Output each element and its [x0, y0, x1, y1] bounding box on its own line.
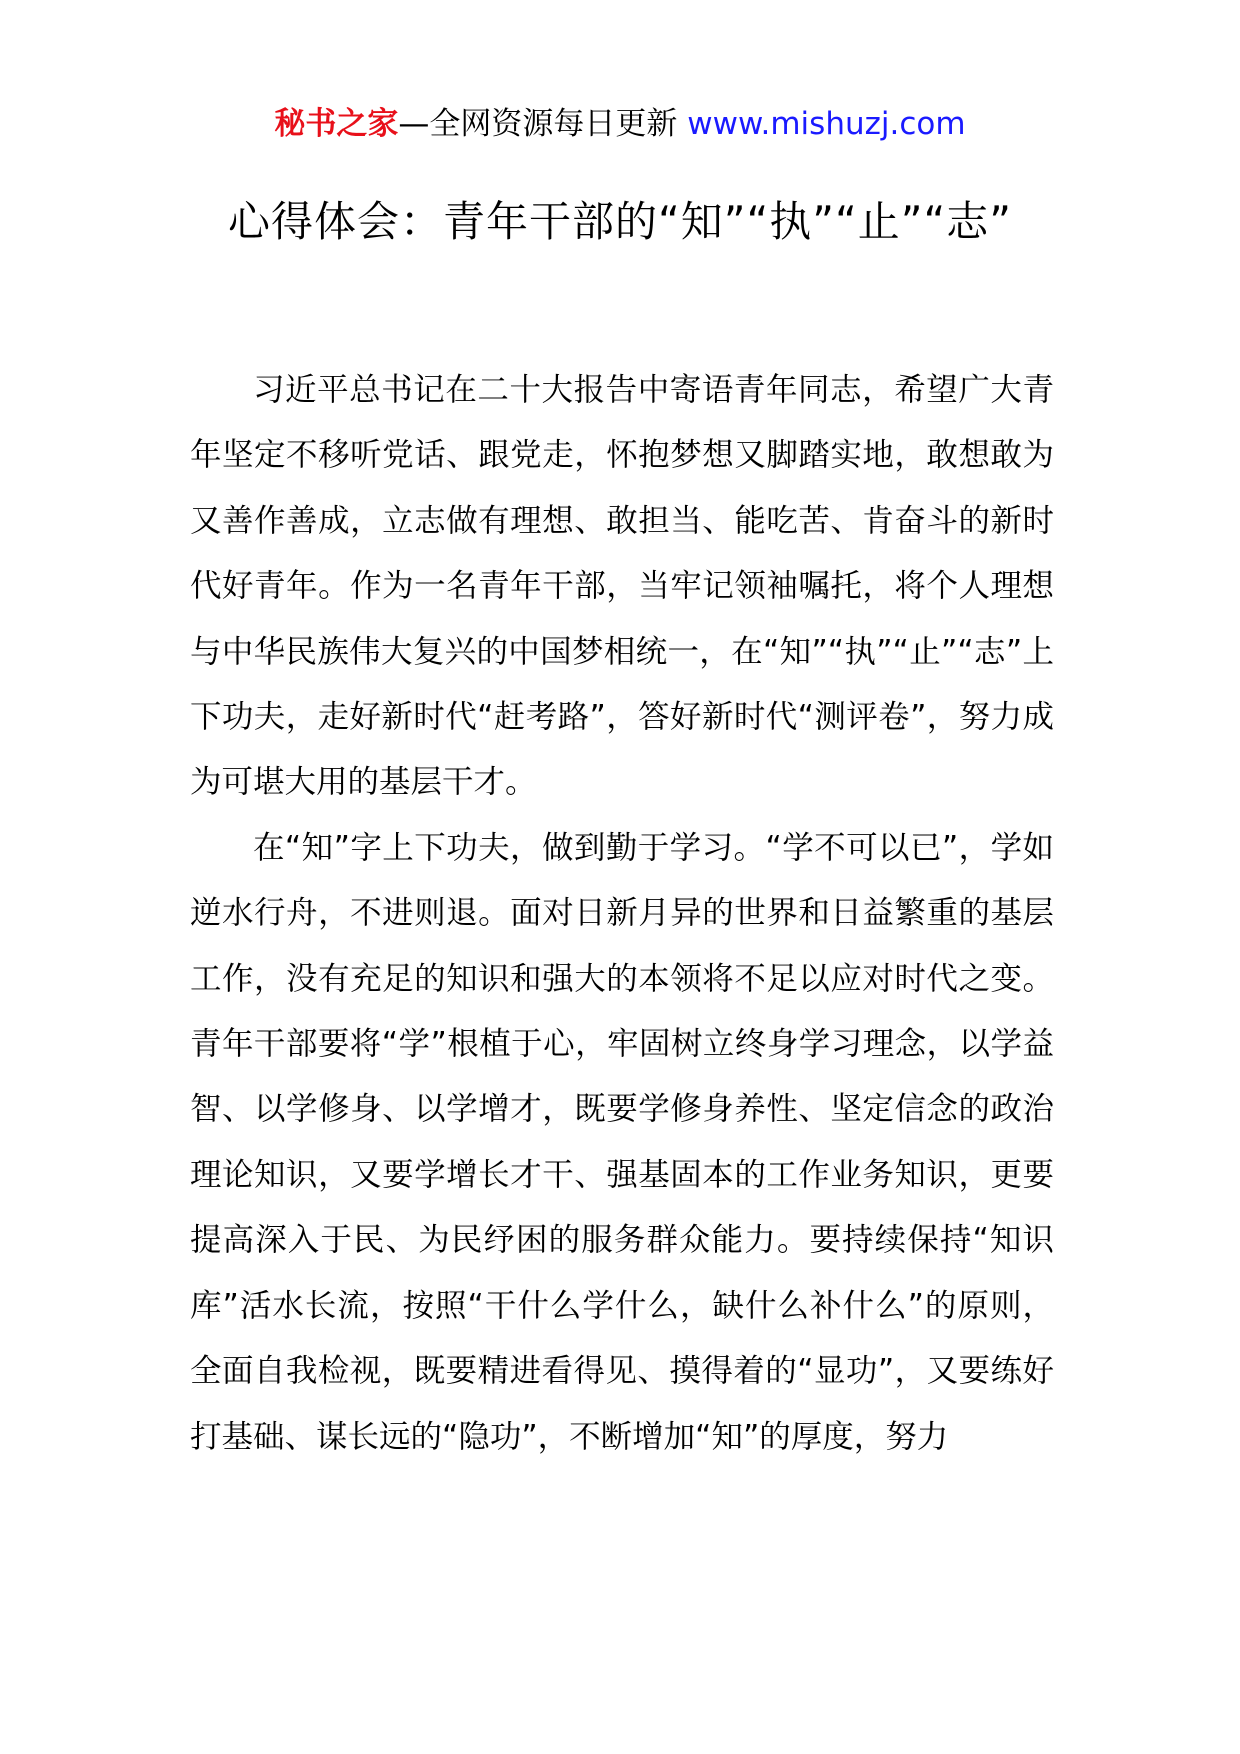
site-url[interactable]: www.mishuzj.com: [687, 106, 966, 142]
paragraph-2: 在“知”字上下功夫，做到勤于学习。“学不可以已”，学如逆水行舟，不进则退。面对日新月异的世界和日益繁重的基层工作，没有充足的知识和强大的本领将不足以应对时代之变。青年干部要将“学”根植于心，牢固树立终身学习理念，以学益智、以学修身、以学增才，既要学修身养性、坚定信念的政治理论知识，又要学增长才干、强基固本的工作业务知识，更要提高深入于民、为民纾困的服务群众能力。要持续保持“知识库”活水长流，按照“干什么学什么，缺什么补什么”的原则，全面自我检视，既要精进看得见、摸得着的“显功”，又要练好打基础、谋长远的“隐功”，不断增加“知”的厚度，努力: [190, 829, 1054, 1455]
brand-name: 秘书之家: [274, 106, 399, 142]
paragraph-1: 习近平总书记在二十大报告中寄语青年同志，希望广大青年坚定不移听党话、跟党走，怀抱梦想又脚踏实地，敢想敢为又善作善成，立志做有理想、敢担当、能吃苦、肯奋斗的新时代好青年。作为一名青年干部，当牢记领袖嘱托，将个人理想与中华民族伟大复兴的中国梦相统一，在“知”“执”“止”“志”上下功夫，走好新时代“赶考路”，答好新时代“测评卷”，努力成为可堪大用的基层干才。: [190, 372, 1054, 801]
document-body: [190, 358, 1054, 1470]
header-slogan: —全网资源每日更新: [398, 106, 688, 142]
document-title: 心得体会：青年干部的“知”“执”“止”“志”: [227, 197, 1013, 247]
site-header: [0, 104, 1240, 144]
